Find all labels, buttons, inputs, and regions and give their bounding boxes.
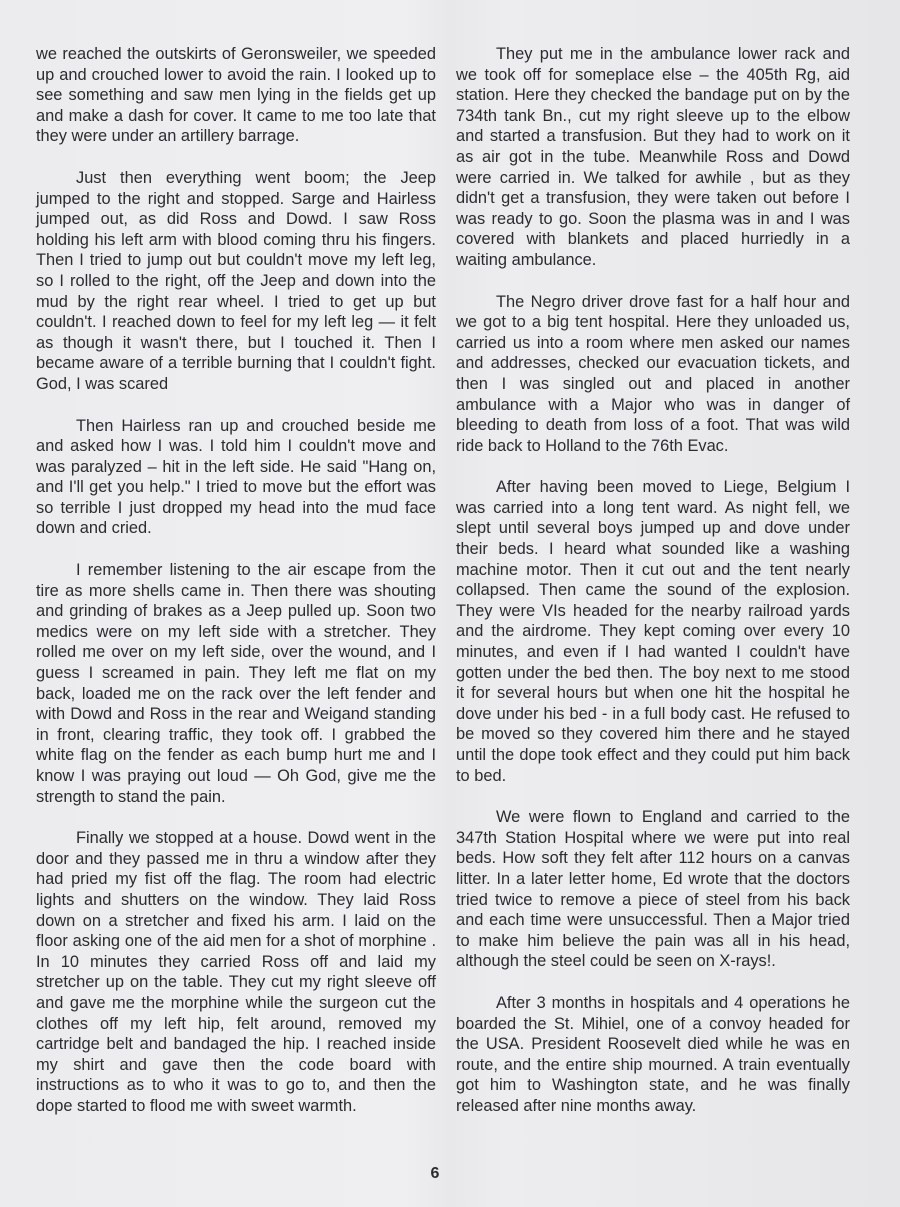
right-column [456,44,850,1138]
right-paragraph-5: After 3 months in hospitals and 4 operations he boarded the St. Mihiel, one of a convoy headed for the USA. President Roosevelt died while he was en route, and the entire ship mourned. A train eventually got him to Washington state, and he was finally released after nine months away. [456,993,850,1115]
right-paragraph-1: They put me in the ambulance lower rack and we took off for someplace else – the 405th Rg, aid station. Here they checked the bandage put on by the 734th tank Bn., cut my right sleeve up to the elbow and started a transfusion. But they had to work on it as air got in the tube. Meanwhile Ross and Dowd were carried in. We talked for awhile , but as they didn't get a transfusion, they were taken out before I was ready to go. Soon the plasma was in and I was covered with blankets and placed hurriedly in a waiting ambulance. [456,45,850,269]
left-paragraph-3: Then Hairless ran up and crouched beside me and asked how I was. I told him I couldn't move and was paralyzed – hit in the left side. He said "Hang on, and I'll get you help." I tried to move but the effort was so terrible I just dropped my head into the mud face down and cried. [36,416,436,538]
left-column [36,44,436,1138]
left-paragraph-1: we reached the outskirts of Geronsweiler, we speeded up and crouched lower to avoid the rain. I looked up to see something and saw men lying in the fields get up and make a dash for cover. It came to me too late that they were under an artillery barrage. [36,45,436,146]
right-paragraph-4: We were flown to England and carried to the 347th Station Hospital where we were put into real beds. How soft they felt after 112 hours on a canvas litter. In a later letter home, Ed wrote that the doctors tried twice to remove a piece of steel from his back and each time were unsuccessful. Then a Major tried to make him believe the pain was all in his head, although the steel could be seen on X-rays!. [456,808,850,971]
left-paragraph-4: I remember listening to the air escape from the tire as more shells came in. Then there was shouting and grinding of brakes as a Jeep pulled up. Soon two medics were on my left side with a stretcher. They rolled me over on my left side, over the wound, and I guess I screamed in pain. They left me flat on my back, loaded me on the rack over the left fender and with Dowd and Ross in the rear and Weigand standing in front, clearing traffic, they took off. I grabbed the white flag on the fender as each bump hurt me and I know I was praying out loud — Oh God, give me the strength to stand the pain. [36,561,436,806]
left-paragraph-5: Finally we stopped at a house. Dowd went in the door and they passed me in thru a window after they had pried my fist off the flag. The room had electric lights and shutters on the window. They laid Ross down on a stretcher and fixed his arm. I laid on the floor asking one of the aid men for a shot of morphine . In 10 minutes they carried Ross off and laid my stretcher up on the table. They cut my right sleeve off and gave me the morphine while the surgeon cut the clothes off my left hip, felt around, removed my cartridge belt and bandaged the hip. I reached inside my shirt and gave then the code board with instructions as to who it was to go to, and then the dope started to flood me with sweet warmth. [36,829,436,1115]
right-paragraph-3: After having been moved to Liege, Belgium I was carried into a long tent ward. As night fell, we slept until several boys jumped up and dove under their beds. I heard what sounded like a washing machine motor. Then it cut out and the tent nearly collapsed. Then came the sound of the explosion. They were VIs headed for the nearby railroad yards and the airdrome. They kept coming over every 10 minutes, and even if I had wanted I couldn't have gotten under the bed then. The boy next to me stood it for several hours but when one hit the hospital he dove under his bed - in a full body cast. He refused to be moved so they covered him there and he stayed until the dope took effect and they could put him back to bed. [456,478,850,785]
left-paragraph-2: Just then everything went boom; the Jeep jumped to the right and stopped. Sarge and Hairless jumped out, as did Ross and Dowd. I saw Ross holding his left arm with blood coming thru his fingers. Then I tried to jump out but couldn't move my left leg, so I rolled to the right, off the Jeep and down into the mud by the right rear wheel. I tried to get up but couldn't. I reached down to feel for my left leg — it felt as though it wasn't there, but I touched it. Then I became aware of a terrible burning that I couldn't fight. God, I was scared [36,168,436,393]
right-paragraph-2: The Negro driver drove fast for a half hour and we got to a big tent hospital. Here they unloaded us, carried us into a room where men asked our names and addresses, checked our evacuation tickets, and then I was singled out and placed in another ambulance with a Major who was in danger of bleeding to death from loss of a foot. That was wild ride back to Holland to the 76th Evac. [456,292,850,455]
page-number: 6 [430,1165,440,1182]
